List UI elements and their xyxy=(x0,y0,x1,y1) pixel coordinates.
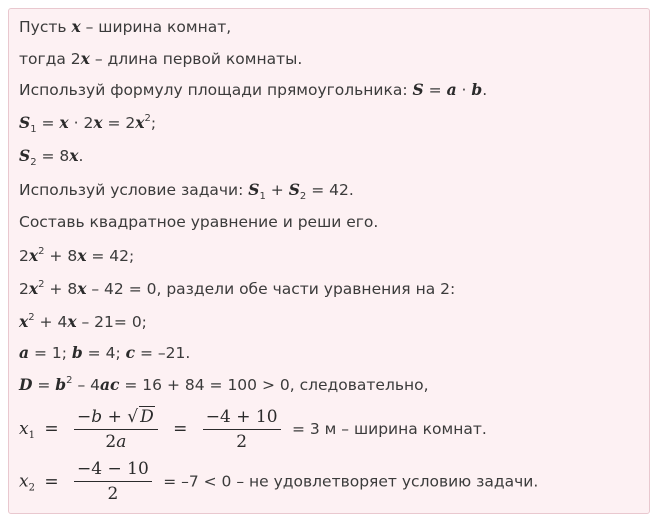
var-D: D xyxy=(19,375,33,394)
denominator: 2 xyxy=(236,431,248,452)
line-root-x1 xyxy=(19,406,487,452)
text: + xyxy=(102,407,128,427)
line-eq3 xyxy=(19,312,147,332)
text: 2 xyxy=(105,432,117,452)
var-x: x xyxy=(93,113,103,132)
var-x: x xyxy=(69,146,79,165)
text: = –7 < 0 – не удовлетворяет условию задачи. xyxy=(163,472,539,491)
var-x: x xyxy=(19,312,29,331)
denominator: 2 xyxy=(107,484,119,504)
line-eq1 xyxy=(19,246,134,266)
text: Используй формулу площади прямоугольника: xyxy=(19,81,413,99)
text: = 42; xyxy=(86,247,135,265)
text: = xyxy=(36,114,60,132)
text: − xyxy=(77,407,92,427)
var-b: b xyxy=(71,343,83,362)
var-S: S xyxy=(248,180,260,199)
line-root-x2 xyxy=(19,459,538,504)
text: = 16 + 84 = 100 > 0, следовательно, xyxy=(119,376,429,394)
line-s2 xyxy=(19,146,83,166)
line-s1 xyxy=(19,113,156,133)
var-x: x xyxy=(67,312,77,331)
text: = 42. xyxy=(306,181,354,199)
text: Составь квадратное уравнение и реши его. xyxy=(19,213,379,231)
var-a: a xyxy=(19,343,30,362)
superscript: 2 xyxy=(38,279,45,290)
text: 2 xyxy=(19,247,29,265)
var-x: x xyxy=(77,279,87,298)
superscript: 2 xyxy=(66,375,73,386)
text: = –21. xyxy=(135,344,191,362)
denominator xyxy=(74,430,158,452)
text: = 1; xyxy=(29,344,72,362)
line-discriminant xyxy=(19,375,429,395)
var-D: D xyxy=(140,407,154,427)
var-x: x xyxy=(19,419,29,439)
line-compose xyxy=(19,212,378,232)
var-x: x xyxy=(71,17,81,36)
numerator: −4 − 10 xyxy=(74,459,152,482)
text: = xyxy=(32,376,56,394)
text: – ширина комнат, xyxy=(80,18,232,36)
var-a: a xyxy=(446,80,457,99)
numerator xyxy=(74,406,158,430)
text: + xyxy=(265,181,289,199)
var-x: x xyxy=(28,279,39,298)
var-x: x xyxy=(80,49,90,68)
var-S: S xyxy=(288,180,300,199)
var-x: x xyxy=(19,471,29,492)
text: – 21= 0; xyxy=(76,313,147,331)
line-condition xyxy=(19,180,354,200)
var-S: S xyxy=(19,113,31,132)
text: · xyxy=(456,81,472,99)
line-let-x xyxy=(19,17,231,37)
subscript: 1 xyxy=(259,191,266,202)
var-c: c xyxy=(125,343,136,362)
text: . xyxy=(482,81,488,99)
subscript: 1 xyxy=(30,124,37,135)
text: = 8 xyxy=(36,147,70,165)
text: · 2 xyxy=(68,114,94,132)
var-a: a xyxy=(116,432,127,452)
text: Пусть xyxy=(19,18,72,36)
var-x: x xyxy=(135,113,145,132)
numerator: −4 + 10 xyxy=(203,407,281,430)
text: – 42 = 0, раздели обе части уравнения на 2: xyxy=(86,280,456,298)
subscript: 2 xyxy=(30,157,37,168)
fraction-numeric xyxy=(74,459,152,504)
superscript: 2 xyxy=(28,312,35,323)
var-x: x xyxy=(77,246,87,265)
var-S: S xyxy=(19,146,31,165)
var-x: x xyxy=(59,113,69,132)
text: + 4 xyxy=(34,313,68,331)
var-S: S xyxy=(412,80,424,99)
fraction-numeric xyxy=(203,407,281,452)
var-b: b xyxy=(91,407,103,427)
text: + 8 xyxy=(44,280,78,298)
text: – длина первой комнаты. xyxy=(89,50,303,68)
text: тогда 2 xyxy=(19,50,81,68)
var-x: x xyxy=(28,246,39,265)
text: = xyxy=(423,81,447,99)
subscript: 2 xyxy=(28,482,35,494)
text: . xyxy=(78,147,84,165)
line-eq2 xyxy=(19,279,455,299)
equals-sign: = xyxy=(44,471,59,492)
line-coefficients xyxy=(19,343,190,363)
var-b: b xyxy=(471,80,483,99)
text: = 3 м – ширина комнат. xyxy=(291,420,487,438)
equals-sign: = xyxy=(173,419,188,439)
var-b: b xyxy=(55,375,67,394)
superscript: 2 xyxy=(38,246,45,257)
fraction-root-formula xyxy=(74,406,158,452)
text: = 2 xyxy=(102,114,136,132)
line-area-formula xyxy=(19,80,487,100)
text: + 8 xyxy=(44,247,78,265)
text: = 4; xyxy=(82,344,126,362)
subscript: 2 xyxy=(299,191,307,202)
equals-sign: = xyxy=(44,419,59,439)
text: Используй условие задачи: xyxy=(19,181,249,199)
var-ac: ac xyxy=(99,375,120,394)
line-length-first xyxy=(19,49,302,69)
text: 2 xyxy=(19,280,29,298)
subscript: 1 xyxy=(28,430,35,441)
text: ; xyxy=(150,114,157,132)
text: – 4 xyxy=(72,376,100,394)
superscript: 2 xyxy=(144,113,151,124)
sqrt-icon: √ xyxy=(127,407,139,427)
